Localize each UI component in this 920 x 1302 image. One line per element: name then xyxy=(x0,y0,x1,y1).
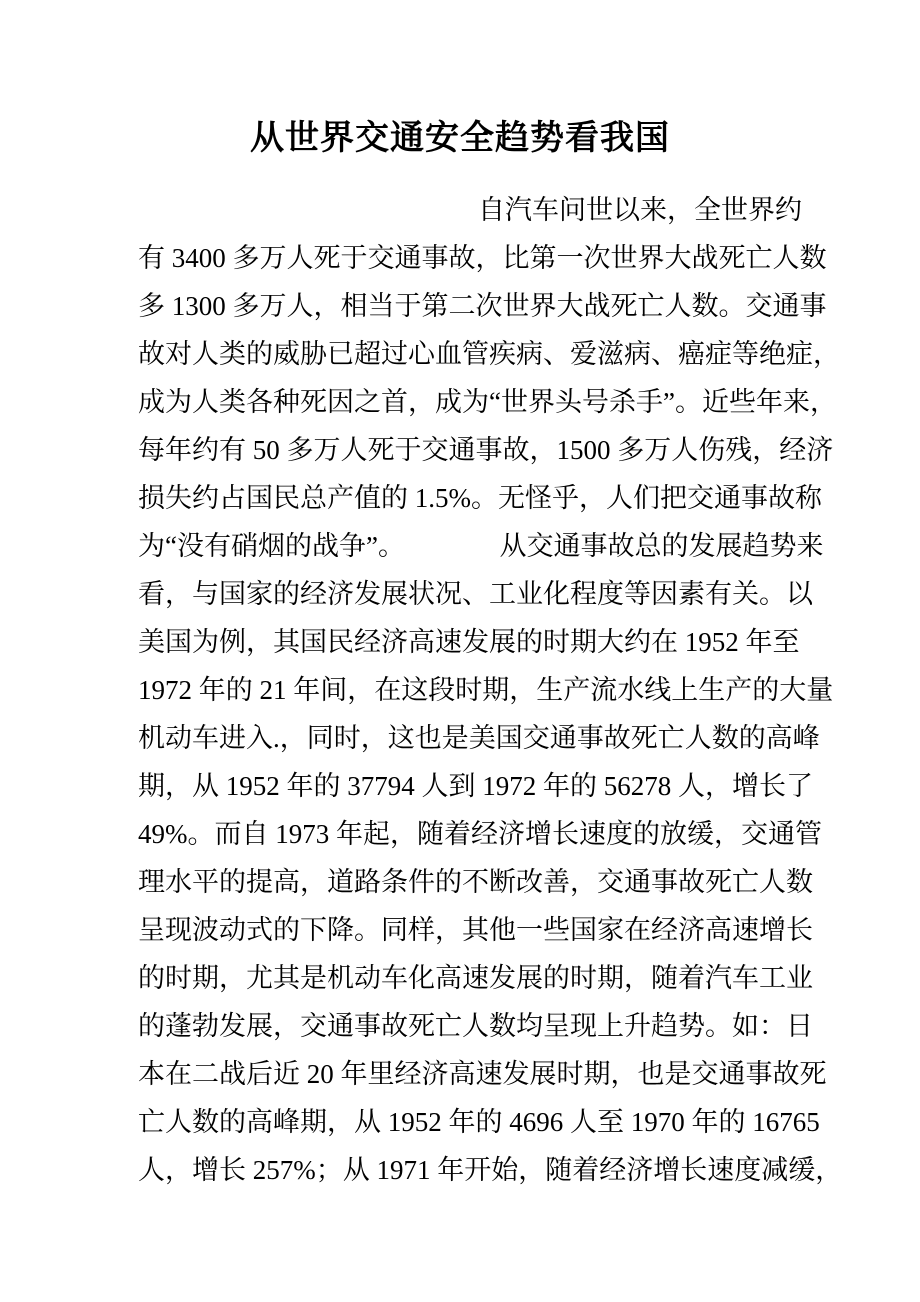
text-line: 多 1300 多万人，相当于第二次世界大战死亡人数。交通事 xyxy=(138,291,827,321)
document-body xyxy=(138,186,843,1194)
text-line: 损失约占国民总产值的 1.5%。无怪乎，人们把交通事故称 xyxy=(138,483,822,513)
text-line: 每年约有 50 多万人死于交通事故，1500 多万人伤残，经济 xyxy=(138,435,834,465)
document-title: 从世界交通安全趋势看我国 xyxy=(250,119,670,157)
text-line: 自汽车问世以来，全世界约 xyxy=(478,195,802,225)
text-line: 看，与国家的经济发展状况、工业化程度等因素有关。以 xyxy=(138,579,813,609)
text-line: 成为人类各种死因之首，成为“世界头号杀手”。近些年来， xyxy=(138,387,837,417)
text-line: 的时期，尤其是机动车化高速发展的时期，随着汽车工业 xyxy=(138,963,813,993)
text-line: 为“没有硝烟的战争”。 从交通事故总的发展趋势来 xyxy=(138,531,824,561)
text-line: 理水平的提高，道路条件的不断改善，交通事故死亡人数 xyxy=(138,867,813,897)
text-line: 亡人数的高峰期，从 1952 年的 4696 人至 1970 年的 16765 xyxy=(138,1107,820,1137)
text-line: 机动车进入.，同时，这也是美国交通事故死亡人数的高峰 xyxy=(138,723,820,753)
text-line: 人，增长 257%；从 1971 年开始，随着经济增长速度减缓， xyxy=(138,1155,843,1185)
text-line: 故对人类的威胁已超过心血管疾病、爱滋病、癌症等绝症， xyxy=(138,339,840,369)
text-line: 呈现波动式的下降。同样，其他一些国家在经济高速增长 xyxy=(138,915,813,945)
text-line: 1972 年的 21 年间，在这段时期，生产流水线上生产的大量 xyxy=(138,675,834,705)
text-line: 美国为例，其国民经济高速发展的时期大约在 1952 年至 xyxy=(138,627,800,657)
text-line: 的蓬勃发展，交通事故死亡人数均呈现上升趋势。如：日 xyxy=(138,1011,813,1041)
text-line: 有 3400 多万人死于交通事故，比第一次世界大战死亡人数 xyxy=(138,243,827,273)
text-line: 期，从 1952 年的 37794 人到 1972 年的 56278 人，增长了 xyxy=(138,771,813,801)
text-line: 本在二战后近 20 年里经济高速发展时期，也是交通事故死 xyxy=(138,1059,827,1089)
text-line: 49%。而自 1973 年起，随着经济增长速度的放缓，交通管 xyxy=(138,819,822,849)
